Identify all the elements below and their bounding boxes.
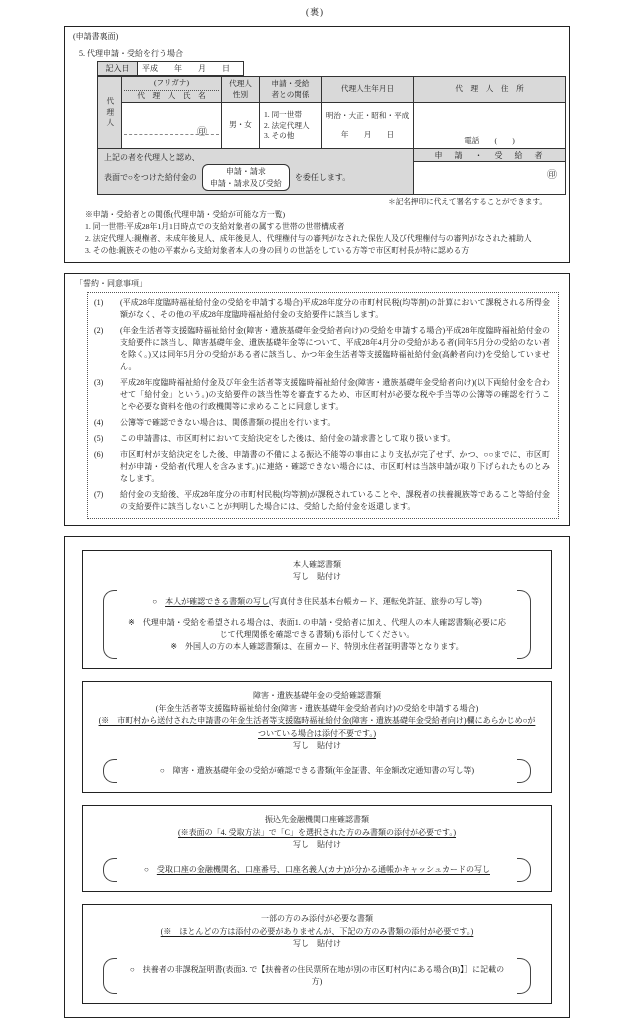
pledge-item-4: (4) 公簿等で確認できない場合は、関係書類の提出を行います。 bbox=[94, 417, 336, 427]
identity-bracket-area bbox=[99, 590, 535, 659]
section1-title: 5. 代理申請・受給を行う場合 bbox=[79, 48, 183, 58]
pension-precircle-note: (※ 市町村から送付された申請書の年金生活者等支援臨時福祉給付金(障害・遺族基礎年金受給者向け)欄にあらかじめ○がついている場合は添付不要です。) bbox=[98, 716, 536, 738]
pension-bracket-area bbox=[99, 759, 535, 783]
furigana-label: (フリガナ) bbox=[124, 78, 219, 91]
signature-note: ＊記名押印に代えて署名することができます。 bbox=[388, 196, 547, 206]
relation-note-1: 1. 同一世帯:平成28年1月1日時点での支給対象者の属する世帯の世帯構成者 bbox=[85, 222, 345, 232]
gender-header: 代理人 性別 bbox=[222, 76, 260, 102]
agent-name-field[interactable] bbox=[122, 103, 222, 149]
applicant-header: 申 請 ・ 受 給 者 bbox=[414, 149, 565, 162]
delegation-statement: 上記の者を代理人と認め、 表面で○をつけた給付金の 申請・請求 申請・請求及び受給 を委任します。 bbox=[98, 149, 414, 195]
page-side-label: (裏) bbox=[306, 7, 324, 17]
circle-marker-icon: ○ bbox=[159, 766, 165, 776]
circle-marker-icon: ○ bbox=[152, 597, 158, 607]
bank-paste-label: 写し 貼付け bbox=[293, 840, 341, 850]
relation-header: 申請・受給 者との関係 bbox=[260, 76, 322, 102]
address-field[interactable] bbox=[414, 103, 566, 149]
relation-note-3: 3. その他:親族その他の平素から支給対象者本人の身の回りの世話をしている方等で市区町村長が特に認める方 bbox=[85, 245, 470, 255]
section1-header: (申請書裏面) bbox=[73, 31, 119, 41]
seal-mark-icon: ㊞ bbox=[197, 127, 207, 139]
bank-item: ○ 受取口座の金融機関名、口座番号、口座名義人(カナ)が分かる通帳かキャッシュカードの写し bbox=[143, 865, 490, 875]
partial-title: 一部の方のみ添付が必要な書類 bbox=[261, 914, 373, 924]
attachment-box-pension bbox=[82, 681, 552, 793]
partial-paste-label: 写し 貼付け bbox=[293, 939, 341, 949]
bank-bracket-area bbox=[99, 858, 535, 882]
section-pledge bbox=[64, 273, 570, 525]
phone-field[interactable]: 電話 ( ) bbox=[464, 135, 515, 145]
section-proxy-application bbox=[64, 26, 570, 264]
identity-title: 本人確認書類 bbox=[293, 559, 341, 569]
section-attachments bbox=[64, 536, 570, 1018]
attachment-box-partial bbox=[82, 904, 552, 1003]
agent-table bbox=[97, 76, 566, 195]
kome-marker-icon: ※ bbox=[128, 618, 135, 628]
agent-vertical-label: 代理人 bbox=[98, 76, 122, 148]
attachment-box-identity bbox=[82, 550, 552, 670]
delegation-options[interactable]: 申請・請求 申請・請求及び受給 bbox=[202, 164, 290, 190]
relation-field[interactable]: 1. 同一世帯 2. 法定代理人 3. その他 bbox=[260, 103, 322, 149]
identity-note-proxy: ※ 代理申請・受給を希望される場合は、表面1. の申請・受給者に加え、代理人の本人確認書類(必要に応じて代理関係を確認できる書類)も添付してください。 bbox=[128, 618, 506, 640]
partial-bracket-area bbox=[99, 958, 535, 994]
birth-field[interactable]: 明治・大正・昭和・平成 年 月 日 bbox=[322, 103, 414, 149]
partial-item: ○ 扶養者の非課税証明書(表面3. で【扶養者の住民票所在地が別の市区町村内にある場合(B)】］に記載の方) bbox=[129, 964, 505, 986]
pension-title: 障害・遺族基礎年金の受給確認書類 bbox=[253, 691, 381, 701]
entry-date-label: 記入日 bbox=[98, 61, 138, 75]
attachment-box-bank bbox=[82, 805, 552, 892]
bank-condition-note: (※表面の「4. 受取方法」で「C」を選択された方のみ書類の添付が必要です。) bbox=[177, 827, 457, 837]
pledge-item-6: (6) 市区町村が支給決定をした後、申請書の不備による振込不能等の事由により支払が完了せず、かつ、○○までに、市区町村が申請・受給者(代理人を含みます。)に連絡・確認できない場合には、市区町村は当該申請が取り下げられたものとみなします。 bbox=[94, 449, 550, 483]
entry-date-table bbox=[97, 61, 244, 76]
name-label: 代 理 人 氏 名 bbox=[137, 90, 206, 100]
pledge-items-box bbox=[87, 292, 559, 519]
identity-item: ○ 本人が確認できる書類の写し(写真付き住民基本台帳カード、運転免許証、旅券の写し等) bbox=[152, 597, 482, 607]
bank-title: 振込先金融機関口座確認書類 bbox=[265, 815, 369, 825]
pledge-item-2: (2) (年金生活者等支援臨時福祉給付金(障害・遺族基礎年金受給者向け)の受給を申請する場合)平成28年度臨時福祉給付金の支給要件に該当し、障害基礎年金、遺族基礎年金等について、平成28年4月分の受給がある者(同年5月分の受給のない者を除く。)又は同年5月分の受給がある者に該当し、かつ年金生活者等支援臨時福祉給付金(高齢者向け)を受給していません。 bbox=[94, 325, 550, 371]
pledge-title: 「誓約・同意事項」 bbox=[75, 279, 147, 289]
partial-condition-note: (※ ほとんどの方は添付の必要がありませんが、下記の方のみ書類の添付が必要です。) bbox=[160, 926, 474, 936]
relation-note-title: ※申請・受給者との関係(代理申請・受給が可能な方一覧) bbox=[85, 210, 286, 220]
birth-header: 代理人生年月日 bbox=[322, 76, 414, 102]
applicant-signature-block bbox=[414, 149, 566, 195]
circle-marker-icon: ○ bbox=[143, 865, 149, 875]
kome-marker-icon: ※ bbox=[170, 642, 178, 652]
pledge-item-3: (3) 平成28年度臨時福祉給付金及び年金生活者等支援臨時福祉給付金(障害・遺族基礎年金受給者向け)(以下両給付金を合わせて「給付金」という。)の支給要件の該当性等を審査するため、市区町村が必要な税や手当等の公簿等の確認を行うことや必要な資料を他の行政機関等に求めることに同意します。 bbox=[94, 377, 550, 411]
relation-note-2: 2. 法定代理人:親権者、未成年後見人、成年後見人、代理権付与の審判がなされた保佐人及び代理権付与の審判がなされた補助人 bbox=[85, 234, 532, 243]
gender-field[interactable]: 男・女 bbox=[222, 103, 260, 149]
circle-marker-icon: ○ bbox=[129, 964, 135, 974]
pension-paste-label: 写し 貼付け bbox=[293, 740, 341, 750]
agent-name-header bbox=[122, 76, 222, 102]
seal-mark-icon: ㊞ bbox=[547, 170, 557, 182]
pension-subtitle: (年金生活者等支援臨時福祉給付金(障害・遺族基礎年金受給者向け)の受給を申請する場合) bbox=[155, 703, 479, 713]
applicant-signature-field[interactable] bbox=[414, 162, 565, 189]
entry-date-field[interactable]: 平成 年 月 日 bbox=[138, 61, 244, 75]
pension-item: ○ 障害・遺族基礎年金の受給が確認できる書類(年金証書、年金額改定通知書の写し等) bbox=[159, 766, 475, 776]
identity-note-foreigner: ※ 外国人の方の本人確認書類は、在留カード、特別永住者証明書等となります。 bbox=[170, 642, 464, 652]
pledge-item-7: (7) 給付金の支給後、平成28年度分の市町村民税(均等割)が課税されていることや、課税者の扶養親族等であること等給付金の支給要件に該当しないことが判明した場合には、受給した給付金を返還します。 bbox=[94, 489, 550, 511]
identity-paste-label: 写し 貼付け bbox=[293, 571, 341, 581]
pledge-item-5: (5) この申請書は、市区町村において支給決定をした後は、給付金の請求書として取り扱います。 bbox=[94, 433, 456, 443]
pledge-item-1: (1) (平成28年度臨時福祉給付金の受給を申請する場合)平成28年度分の市町村民税(均等割)の計算において課税される所得金額がなく、その他の平成28年度臨時福祉給付金の支給要件に該当します。 bbox=[94, 297, 550, 319]
address-header: 代 理 人 住 所 bbox=[414, 76, 566, 102]
